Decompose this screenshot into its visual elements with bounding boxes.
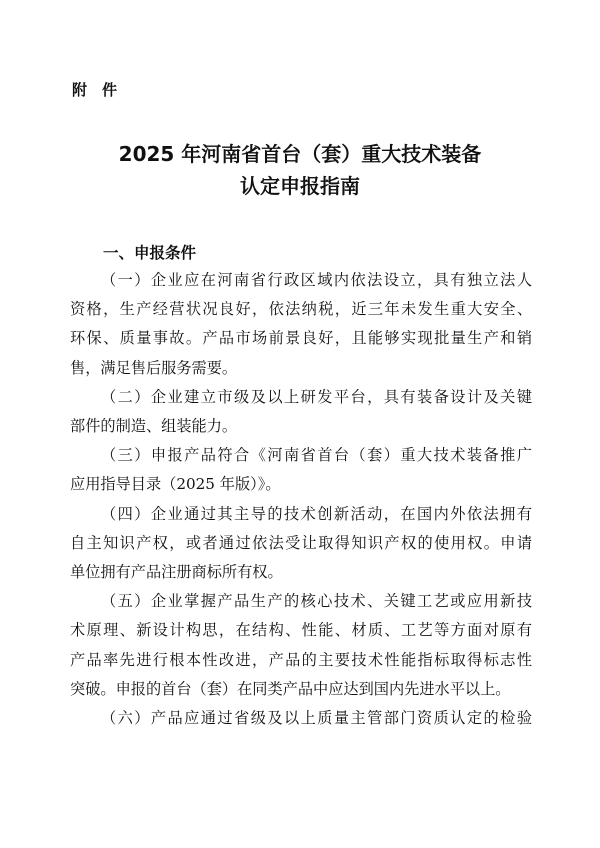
section-heading: 一、申报条件 xyxy=(103,244,197,262)
paragraph-line: （二）企业建立市级及以上研发平台，具有装备设计及关键 xyxy=(101,387,532,406)
paragraph-line: （五）企业掌握产品生产的核心技术、关键工艺或应用新技 xyxy=(101,592,532,611)
title-line-2: 认定申报指南 xyxy=(240,174,360,198)
paragraph-4 xyxy=(70,500,532,588)
paragraph-line: 部件的制造、组装能力。 xyxy=(70,417,238,436)
paragraph-line: （六）产品应通过省级及以上质量主管部门资质认定的检验 xyxy=(101,709,532,728)
paragraph-2 xyxy=(70,383,532,441)
document-title xyxy=(0,138,600,202)
paragraph-line: 突破。申报的首台（套）在同类产品中应达到国内先进水平以上。 xyxy=(70,679,511,698)
paragraph-1 xyxy=(70,266,532,383)
paragraph-6 xyxy=(70,704,532,733)
attachment-label: 附 件 xyxy=(72,81,118,99)
paragraph-line: 产品率先进行根本性改进，产品的主要技术性能指标取得标志性 xyxy=(70,650,532,669)
paragraph-line: 应用指导目录（2025 年版）》。 xyxy=(70,475,281,494)
paragraph-line: 资格，生产经营状况良好，依法纳税，近三年未发生重大安全、 xyxy=(70,300,532,319)
paragraph-3 xyxy=(70,441,532,499)
paragraph-5 xyxy=(70,587,532,704)
paragraph-line: （四）企业通过其主导的技术创新活动，在国内外依法拥有 xyxy=(101,504,532,523)
paragraph-line: 术原理、新设计构思，在结构、性能、材质、工艺等方面对原有 xyxy=(70,621,532,640)
title-line-1: 2025 年河南省首台（套）重大技术装备 xyxy=(118,142,482,166)
paragraph-line: （三）申报产品符合《河南省首台（套）重大技术装备推广 xyxy=(101,446,532,465)
paragraph-line: 环保、质量事故。产品市场前景良好，且能够实现批量生产和销 xyxy=(70,329,532,348)
paragraph-line: 自主知识产权，或者通过依法受让取得知识产权的使用权。申请 xyxy=(70,533,532,552)
section-body xyxy=(70,266,532,733)
paragraph-line: 售，满足售后服务需要。 xyxy=(70,358,238,377)
paragraph-line: （一）企业应在河南省行政区域内依法设立，具有独立法人 xyxy=(101,271,532,289)
paragraph-line: 单位拥有产品注册商标所有权。 xyxy=(70,563,283,582)
